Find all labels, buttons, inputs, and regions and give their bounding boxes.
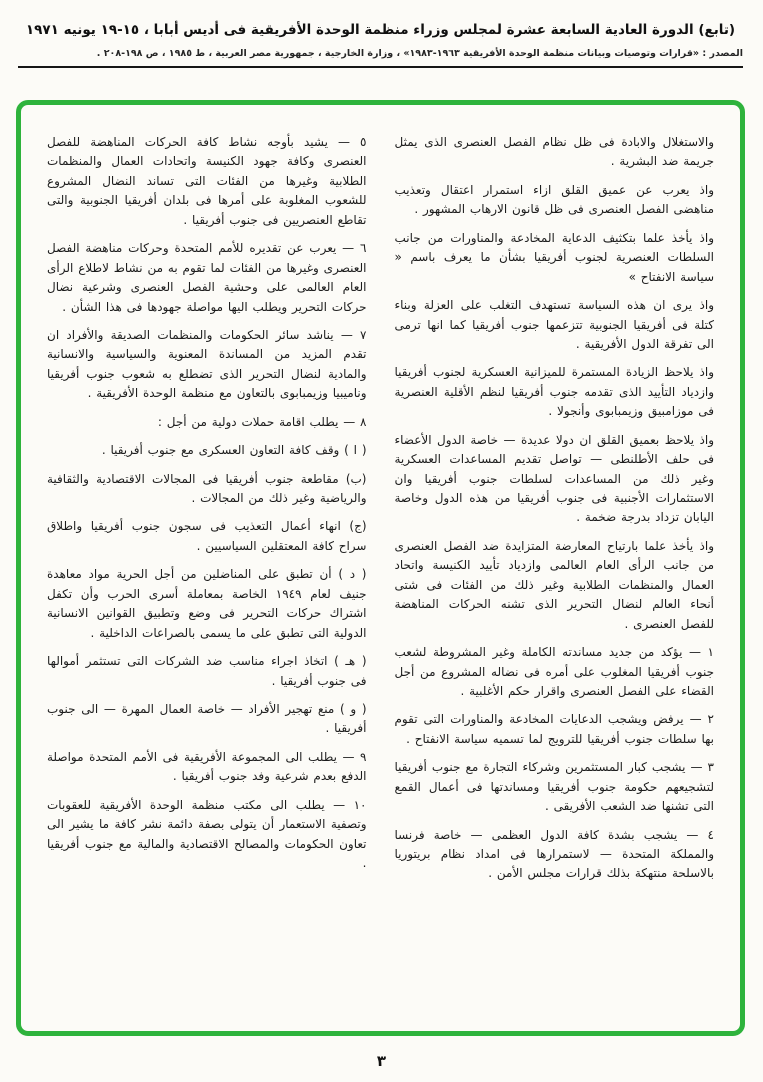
- paragraph: (ج) انهاء أعمال التعذيب فى سجون جنوب أفريقيا واطلاق سراح كافة المعتقلين السياسيين .: [47, 519, 367, 553]
- paragraph: واذ يعرب عن عميق القلق ازاء استمرار اعتقال وتعذيب مناهضى الفصل العنصرى فى ظل قانون الارهاب المشهور .: [394, 182, 714, 217]
- text-column-right: [395, 133, 715, 1015]
- page-header: [18, 20, 743, 68]
- text-columns: [47, 133, 714, 1015]
- paragraph: ٦ — يعرب عن تقديره للأمم المتحدة وحركات مناهضة الفصل العنصرى وغيرها من الفئات لما تقوم به من نشاط لاطلاع الرأى العام العالمى على وحشية الفصل العنصرى وشرعية نضال حركات التحرير ويطلب اليها مواصلة جهودها فى هذا الشأن .: [47, 241, 367, 314]
- paragraph: واذ يأخذ علما بتكثيف الدعاية المخادعة والمناورات من جانب السلطات العنصرية لجنوب أفريقيا بشأن ما يعرف باسم « سياسة الانفتاح »: [394, 230, 714, 284]
- paragraph: والاستغلال والابادة فى ظل نظام الفصل العنصرى الذى يمثل جريمة ضد البشرية .: [394, 135, 714, 169]
- page-number: ٣: [376, 1052, 387, 1070]
- paragraph: واذ يلاحظ الزيادة المستمرة للميزانية العسكرية لجنوب أفريقيا وازدياد التأييد الذى تقدمه جنوب أفريقيا لنظم الأقلية العنصرية فى موزامبيق وزيمبابوى وأنجولا .: [394, 365, 714, 419]
- paragraph: ( ا ) وقف كافة التعاون العسكرى مع جنوب أفريقيا .: [101, 443, 367, 458]
- paragraph: ٨ — يطلب اقامة حملات دولية من أجل :: [157, 414, 367, 429]
- paragraph: ٣ — يشجب كبار المستثمرين وشركاء التجارة مع جنوب أفريقيا لتشجيعهم حكومة جنوب أفريقيا ومساندتها فى أعمال القمع التى تشنها ضد الشعب الأفريقى .: [394, 760, 714, 814]
- paragraph: واذ يأخذ علما بارتياح المعارضة المتزايدة ضد الفصل العنصرى من جانب الرأى العام العالمى وازدياد تأييد الكنيسة واتحاد العمال والمنظمات الطلابية وغير ذلك من الفئات فى شتى أنحاء العالم لنضال التحرير الذى تشنه الحركات المناهضة للفصل العنصرى .: [394, 538, 714, 631]
- paragraph: ٥ — يشيد بأوجه نشاط كافة الحركات المناهضة للفصل العنصرى وكافة جهود الكنيسة واتحادات العمال والمنظمات الطلابية وغيرها من الفئات التى تساند النضال المشروع للشعوب المغلوبة على أمرها فى بلدان أفريقيا الجنوبية والتى تقاطع العنصريين فى جنوب أفريقيا .: [47, 135, 367, 227]
- paragraph: ٤ — يشجب بشدة كافة الدول العظمى — خاصة فرنسا والمملكة المتحدة — لاستمرارها فى امداد نظام بريتوريا بالاسلحة منتهكة بذلك قرارات مجلس الأمن .: [394, 827, 714, 881]
- header-divider: [18, 66, 743, 68]
- paragraph: ٩ — يطلب الى المجموعة الأفريقية فى الأمم المتحدة مواصلة الدفع بعدم شرعية وفد جنوب أفريقيا .: [47, 749, 367, 784]
- paragraph: ( د ) أن تطبق على المناضلين من أجل الحرية مواد معاهدة جنيف لعام ١٩٤٩ الخاصة بمعاملة أسرى الحرب وأن تكفل اشتراك حركات التحرير فى وضع وتطبيق القوانين الانسانية الدولية التى تطبق على ما يسمى بالصراعات الداخلية .: [47, 567, 367, 640]
- paragraph: واذ يلاحظ بعميق القلق ان دولا عديدة — خاصة الدول الأعضاء فى حلف الأطلنطى — تواصل تقديم المساعدات العسكرية وغير ذلك من المساعدات لسلطات جنوب أفريقيا وان الاستثمارات الأجنبية فى جنوب أفريقيا من هذه الدول وخاصة اليابان تزداد بدرجة ضخمة .: [394, 432, 714, 525]
- content-frame: [16, 100, 745, 1036]
- text-column-left: [47, 133, 367, 1015]
- paragraph: ٧ — يناشد سائر الحكومات والمنظمات الصديقة والأفراد ان تقدم المزيد من المساندة المعنوية والسياسية والانسانية والمادية لنضال التحرير الذى تضطلع به شعوب جنوب أفريقيا وناميبيا وزيمبابوى بالتعاون مع منظمة الوحدة الأفريقية .: [47, 327, 367, 401]
- paragraph: واذ يرى ان هذه السياسة تستهدف التغلب على العزلة وبناء كتلة فى أفريقيا الجنوبية تتزعمها جنوب أفريقيا كما انها ترمى الى تفرقة الدول الأفريقية .: [394, 298, 714, 351]
- paragraph: ١ — يؤكد من جديد مساندته الكاملة وغير المشروطة لشعب جنوب أفريقيا المغلوب على أمره فى نضاله المشروع من أجل القضاء على الفصل العنصرى واقرار حكم الأغلبية .: [394, 645, 714, 698]
- source-line: المصدر : «قرارات وتوصيات وبيانات منظمة الوحدة الأفريقية ١٩٦٣-١٩٨٣» ، وزارة الخارجية ، جمهورية مصر العربية ، ط ١٩٨٥ ، ص ١٩٨-٢٠٨ .: [96, 48, 743, 60]
- paragraph: ( و ) منع تهجير الأفراد — خاصة العمال المهرة — الى جنوب أفريقيا .: [47, 701, 367, 736]
- paragraph: (ب) مقاطعة جنوب أفريقيا فى المجالات الاقتصادية والثقافية والرياضية وغير ذلك من المجالات .: [47, 471, 367, 505]
- paragraph: ١٠ — يطلب الى مكتب منظمة الوحدة الأفريقية للعقوبات وتصفية الاستعمار أن يتولى بصفة دائمة نشر كافة ما يشير الى تعاون الحكومات والمصالح الاقتصادية والمالية مع جنوب أفريقيا .: [47, 797, 367, 870]
- paragraph: ( هـ ) اتخاذ اجراء مناسب ضد الشركات التى تستثمر أموالها فى جنوب أفريقيا .: [47, 654, 367, 688]
- paragraph: ٢ — يرفض ويشجب الدعايات المخادعة والمناورات التى تقوم بها سلطات جنوب أفريقيا للترويج لما تسميه سياسة الانفتاح .: [394, 712, 714, 746]
- page-title: (تابع) الدورة العادية السابعة عشرة لمجلس وزراء منظمة الوحدة الأفريقية فى أديس أبابا ، ١٥-١٩ يونيه ١٩٧١: [25, 22, 736, 38]
